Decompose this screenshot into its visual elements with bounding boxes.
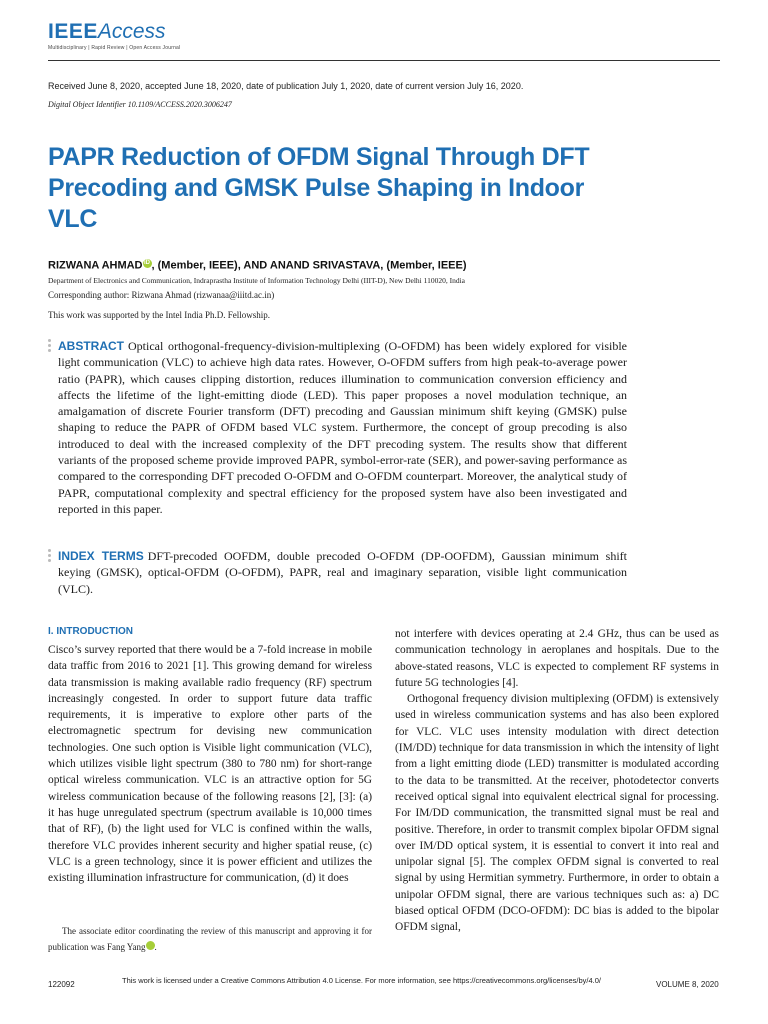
paragraph: not interfere with devices operating at 2.4 GHz, thus can be used as communication technology in aeroplanes and hospitals. Due to the above-stated reasons, VLC is expected to complement RF systems in future 5G technologies [4]. [395,628,719,689]
author-line [48,259,467,272]
section-heading: I. INTRODUCTION [48,626,133,637]
index-terms-label: INDEX TERMS [58,549,144,563]
index-terms-text: DFT-precoded OOFDM, double precoded O-OFDM (DP-OOFDM), Gaussian minimum shift keying (GMSK), optical-OFDM (O-OFDM), PAPR, real and imaginary separation, visible light communication (VLC). [58,549,627,596]
license-note[interactable]: This work is licensed under a Creative Commons Attribution 4.0 License. For more information, see https://creativecommons.org/licenses/by/4.0/ [122,976,601,985]
volume-label: VOLUME 8, 2020 [656,980,719,989]
author-rest: , (Member, IEEE), AND ANAND SRIVASTAVA, (Member, IEEE) [151,259,467,272]
doi: Digital Object Identifier 10.1109/ACCESS.2020.3006247 [48,100,232,109]
corresponding-author: Corresponding author: Rizwana Ahmad (rizwanaa@iiitd.ac.in) [48,290,275,300]
author-name: RIZWANA AHMAD [48,259,143,272]
right-column [395,626,719,936]
logo-access: Access [97,20,166,43]
journal-tagline: Multidisciplinary | Rapid Review | Open Access Journal [48,45,181,51]
footnote-text: The associate editor coordinating the review of this manuscript and approving it for publication was Fang Yang [48,926,372,952]
affiliation: Department of Electronics and Communication, Indraprastha Institute of Information Technology Delhi (IIIT-D), New Delhi 110020, India [48,276,466,285]
logo-ieee: IEEE [48,20,98,43]
funding-note: This work was supported by the Intel India Ph.D. Fellowship. [48,310,270,320]
footnote: The associate editor coordinating the review of this manuscript and approving it for publication was Fang Yang iD. [48,926,372,952]
index-terms [58,548,627,597]
orcid-icon[interactable]: iD [144,260,151,266]
orcid-icon[interactable]: iD [146,941,155,950]
abstract-text: Optical orthogonal-frequency-division-multiplexing (O-OFDM) has been widely explored for visible light communication (VLC) to achieve high data rates. However, O-OFDM suffers from high peak-to-average power ratio (PAPR), which causes clipping distortion, reduces illumination to communication conversion efficiency and affects the lifetime of the light-emitting diode (LED). This paper proposes a novel modulation technique, an amalgamation of discrete Fourier transform (DFT) precoding and Gaussian minimum shift keying (GMSK) pulse shaping to reduce the PAPR of OFDM based VLC system. Furthermore, the concept of group precoding is also introduced to deal with the increased complexity of the DFT precoding system. The results show that different variants of the proposed scheme provide improved PAPR, symbol-error-rate (SER), and power-saving performance as compared to the corresponding DFT precoded O-OFDM and O-OFDM counterpart. Moreover, the analytical study of PAPR, computational complexity and spectral efficiency for the proposed system have also been investigated and reported in this paper. [58,339,627,516]
received-dates: Received June 8, 2020, accepted June 18, 2020, date of publication July 1, 2020, date of current version July 16, 2020. [48,81,524,91]
header-divider [48,60,720,61]
abstract-marker-icon [48,339,52,354]
paper-title: PAPR Reduction of OFDM Signal Through DFT Precoding and GMSK Pulse Shaping in Indoor VLC [48,143,590,233]
abstract-label: ABSTRACT [58,339,124,353]
journal-logo [48,20,166,44]
left-column [48,642,372,886]
index-terms-marker-icon [48,549,52,564]
page-number: 122092 [48,980,75,989]
abstract [58,338,627,517]
paragraph: Orthogonal frequency division multiplexing (OFDM) is extensively used in wireless communication systems and has also been explored for VLC. VLC uses intensity modulation with direct detection (IM/DD) technique for data transmission in which the intensity of light from a light emitting diode (LED) transmitter is modulated according to the data to be transmitted. At the receiver, photodetector converts received optical signal into equivalent electrical signal for processing. For IM/DD communication, the transmitted signal must be real and positive. Therefore, in order to transmit complex bipolar OFDM signal over IM/DD optical system, it is essential to convert it into real and unipolar signal [5]. The complex OFDM signal is converted to real signal by using Hermitian symmetry. Furthermore, in order to obtain a unipolar OFDM signal, there are various techniques such as: a) DC biased optical OFDM (DCO-OFDM): DC bias is added to the bipolar OFDM signal, [395,693,719,934]
paragraph: Cisco’s survey reported that there would be a 7-fold increase in mobile data traffic from 2016 to 2021 [1]. This growing demand for wireless data transmission is making available radio frequency (RF) spectrum increasingly congested. In order to support future data traffic requirements, it is imperative to explore other parts of the electromagnetic spectrum for devising new communication technologies. One such option is Visible light communication (VLC), which utilizes visible light spectrum (380 to 780 nm) for short-range optical wireless communication. VLC is an attractive option for 5G wireless communication because of the following reasons [2], [3]: (a) it has huge unregulated spectrum (spectrum available is 10,000 times that of RF), (b) the light used for VLC is confined within the walls, therefore VLC provides inherent security and higher spatial reuse, (c) VLC is a green technology, since it is power efficient and utilizes the existing illumination infrastructure for communication, (d) it does [48,644,372,885]
